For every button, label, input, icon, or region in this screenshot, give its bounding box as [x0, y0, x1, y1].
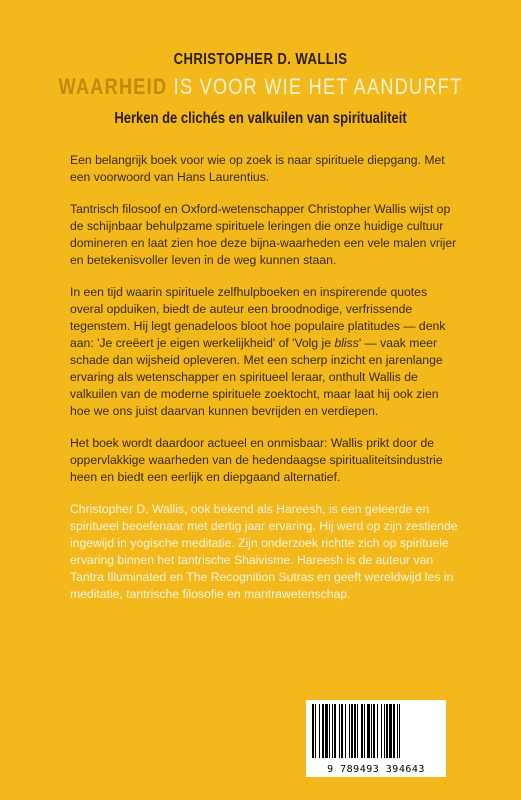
barcode-bar: [325, 704, 328, 758]
barcode-bar: [357, 704, 358, 758]
blurb-paragraph-4: Het boek wordt daardoor actueel en onmisbaar: Wallis prikt door de oppervlakkige waarheden van de hedendaagse spiritualiteitsindustrie heen en biedt een eerlijk en diepgaand alternatief.: [70, 436, 443, 484]
barcode-bar: [371, 704, 372, 758]
barcode-bar: [381, 704, 382, 758]
blurb: [70, 152, 462, 618]
barcode-bar: [334, 704, 336, 758]
barcode-bar: [377, 704, 378, 758]
barcode-bar: [332, 704, 333, 758]
author-name: CHRISTOPHER D. WALLIS: [173, 51, 348, 68]
barcode-bar: [399, 704, 400, 758]
barcode-bar: [361, 704, 363, 758]
barcode-bar: [349, 704, 350, 758]
p3-text-a: In een tijd waarin spirituele zelfhulpboeken en inspirerende quotes overal opduiken, biedt de auteur een broodnodige, verfrissende tegenstem. Hij legt genadeloos bloot hoe populaire platitudes — denk aan:: [70, 285, 446, 350]
p3-quote-1: 'Je creëert je eigen werkelijkheid': [97, 336, 276, 350]
p3-quote-2: bliss: [334, 336, 359, 350]
barcode-bar: [351, 704, 353, 758]
barcode-bar: [319, 704, 320, 758]
barcode-bar: [341, 704, 343, 758]
blurb-paragraph-3: [70, 284, 462, 420]
title-part-2: IS VOOR WIE HET AANDURFT: [173, 74, 463, 99]
barcode-bar: [312, 704, 314, 758]
barcode-bar: [393, 704, 395, 758]
barcode-bar: [397, 704, 398, 758]
p3-text-b: of 'Volg je: [275, 336, 335, 350]
book-subtitle: Herken de clichés en valkuilen van spiritualiteit: [114, 110, 407, 127]
barcode-bar: [315, 704, 316, 758]
title-part-1: WAARHEID: [58, 74, 168, 99]
barcode-bar: [373, 704, 375, 758]
blurb-paragraph-2: Tantrisch filosoof en Oxford-wetenschapper Christopher Wallis wijst op de schijnbaar behulpzame spirituele leringen die onze huidige cultuur domineren en laat zien hoe deze bijna-waarheden een vele malen vrijer en betekenisvoller leven in de weg kunnen staan.: [70, 202, 457, 267]
barcode-bar: [339, 704, 340, 758]
barcode-bar: [364, 704, 365, 758]
cover-header: [0, 50, 521, 129]
barcode-bar: [386, 704, 388, 758]
barcode-bar: [329, 704, 330, 758]
barcode-bars: [310, 704, 442, 758]
barcode-bar: [384, 704, 385, 758]
barcode-bar: [367, 704, 370, 758]
author-bio: Christopher D. Wallis, ook bekend als Hareesh, is een geleerde en spiritueel beoefenaar met dertig jaar ervaring. Hij werd op zijn zestiende ingewijd in yogische meditatie. Zijn onderzoek richtte zich op spirituele ervaring binnen het tantrische Shaivisme. Hareesh is de auteur van Tantra Illuminated en The Recognition Sutras en geeft wereldwijd les in meditatie, tantrische filosofie en mantrawetenschap.: [70, 502, 458, 601]
barcode: [306, 700, 446, 777]
isbn-number: 9 789493 394643: [327, 764, 425, 775]
barcode-bar: [389, 704, 392, 758]
p3-text-c: ' — vaak meer schade dan wijsheid opleveren. Met een scherp inzicht en jarenlange ervaring als wetenschapper en spiritueel leraar, onthult Wallis de valkuilen van de moderne spirituele zoektocht, maar laat hij ook zien hoe we ons juist daarvan kunnen bevrijden en verdiepen.: [70, 336, 443, 418]
book-title: [47, 74, 474, 100]
blurb-paragraph-1: Een belangrijk boek voor wie op zoek is naar spirituele diepgang. Met een voorwoord van Hans Laurentius.: [70, 153, 445, 184]
barcode-bar: [322, 704, 324, 758]
barcode-bar: [354, 704, 356, 758]
barcode-bar: [345, 704, 346, 758]
